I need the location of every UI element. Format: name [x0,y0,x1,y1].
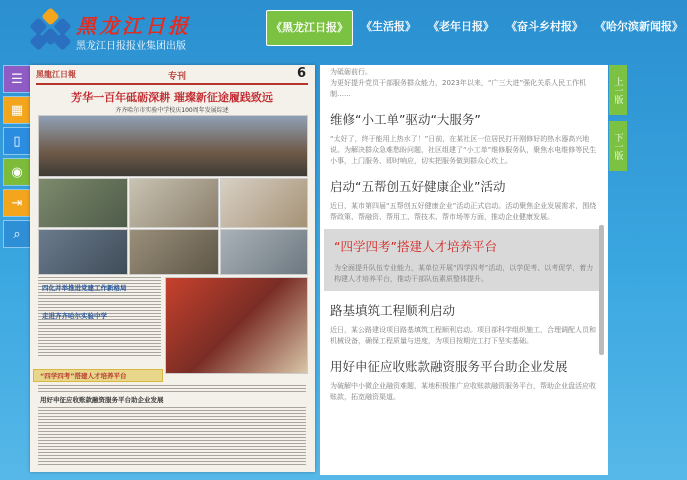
article-body-5: 为破解中小微企业融资难题，某地积极推广应收账款融资服务平台，帮助企业盘活应收账款，拓宽融资渠道。 [330,382,596,401]
article-list [320,65,608,475]
calendar-icon[interactable]: ▦ [3,96,31,124]
article-title-3[interactable]: “四学四考”搭建人才培养平台 [334,239,497,254]
nav-harbin-news[interactable]: 《哈尔滨新闻报》 [595,20,683,33]
article-title-1[interactable]: 维修“小工单”驱动“大服务” [330,112,481,127]
left-toolbar [3,65,31,251]
page-nav [609,65,627,177]
paper-article-title-1[interactable]: 四化并举推进党建工作新格局 [42,284,127,292]
nav-heilongjiang-daily[interactable]: 《黑龙江日报》 [266,10,353,46]
photo-5 [129,229,219,275]
nav-life-news[interactable]: 《生活报》 [361,20,416,33]
paper-header [36,66,308,85]
text-column [38,407,306,467]
wechat-icon[interactable]: ◉ [3,158,31,186]
photo-2 [129,178,219,228]
article-title-4[interactable]: 路基填筑工程顺利启动 [330,303,456,318]
brand-title: 黑龙江日报 [76,14,191,38]
paper-section: 专刊 [168,72,187,82]
photo-4 [38,229,128,275]
logo-icon [30,10,76,50]
article-title-2[interactable]: 启动“五帮创五好健康企业”活动 [330,179,506,194]
paper-page-number: 6 [296,66,306,81]
top-nav [266,10,687,46]
search-icon[interactable]: ⌕ [3,220,31,248]
brand-subtitle: 黑龙江日报报业集团出版 [76,41,186,52]
nav-elderly-daily[interactable]: 《老年日报》 [428,20,494,33]
scrollbar[interactable] [599,225,604,355]
paper-headline[interactable]: 芳华一百年砥砺深耕 璀璨新征途履践致远 [71,91,273,104]
article-title-5[interactable]: 用好申征应收账款融资服务平台助企业发展 [330,359,568,374]
paper-article-title-3[interactable]: “四学四考”搭建人才培养平台 [40,372,127,380]
top-bar [0,0,683,62]
paper-logo: 黑龍江日報 [36,70,76,79]
article-body-4: 近日，某公路建设项目路基填筑工程顺利启动。项目部科学组织施工，合理调配人员和机械设备，确保工程质量与进度，为项目按期完工打下坚实基础。 [330,326,596,345]
photo-7 [165,277,308,374]
nav-rural-news[interactable]: 《奋斗乡村报》 [506,20,583,33]
article-intro: 为砥砺前行。 为更好提升党员干部服务群众能力，2023年以来，“广三大进”强化关系人民工作机制…… [330,68,587,98]
paper-subhead: 齐齐哈尔市实验中学校庆100周年发展综述 [115,107,229,114]
phone-icon[interactable]: ▯ [3,127,31,155]
text-column [38,385,306,393]
newspaper-page[interactable] [30,65,315,472]
login-icon[interactable]: ⇥ [3,189,31,217]
group-photo [38,115,308,177]
photo-3 [220,178,308,228]
article-body-3: 为全面提升队伍专业能力，某单位开展“四学四考”活动，以学促考、以考促学，着力构建人才培养平台，推动干部队伍素质整体提升。 [334,264,594,283]
selected-article[interactable] [324,229,604,291]
prev-page-button[interactable]: 上一版 [609,65,627,115]
menu-icon[interactable]: ☰ [3,65,31,93]
paper-article-title-4[interactable]: 用好申征应收账款融资服务平台助企业发展 [40,396,164,404]
photo-6 [220,229,308,275]
photo-1 [38,178,128,228]
article-body-1: “太好了，终于能用上热水了！”日前，在某社区一位居民打开刚修好的热水器高兴地说。为解决群众急难愁盼问题，社区组建了“小工单”维修服务队，聚焦水电维修等民生小事，上门服务、即时响应，切实把服务做到群众心坎上。 [330,135,597,165]
next-page-button[interactable]: 下一版 [609,121,627,171]
paper-article-title-2[interactable]: 走进齐齐哈尔实验中学 [42,312,107,320]
article-body-2: 近日，某市第四届“五帮创五好健康企业”活动正式启动。活动聚焦企业发展需求，围绕帮政策、帮融资、帮用工、帮技术、帮市场等方面，推动企业健康发展。 [330,202,597,221]
